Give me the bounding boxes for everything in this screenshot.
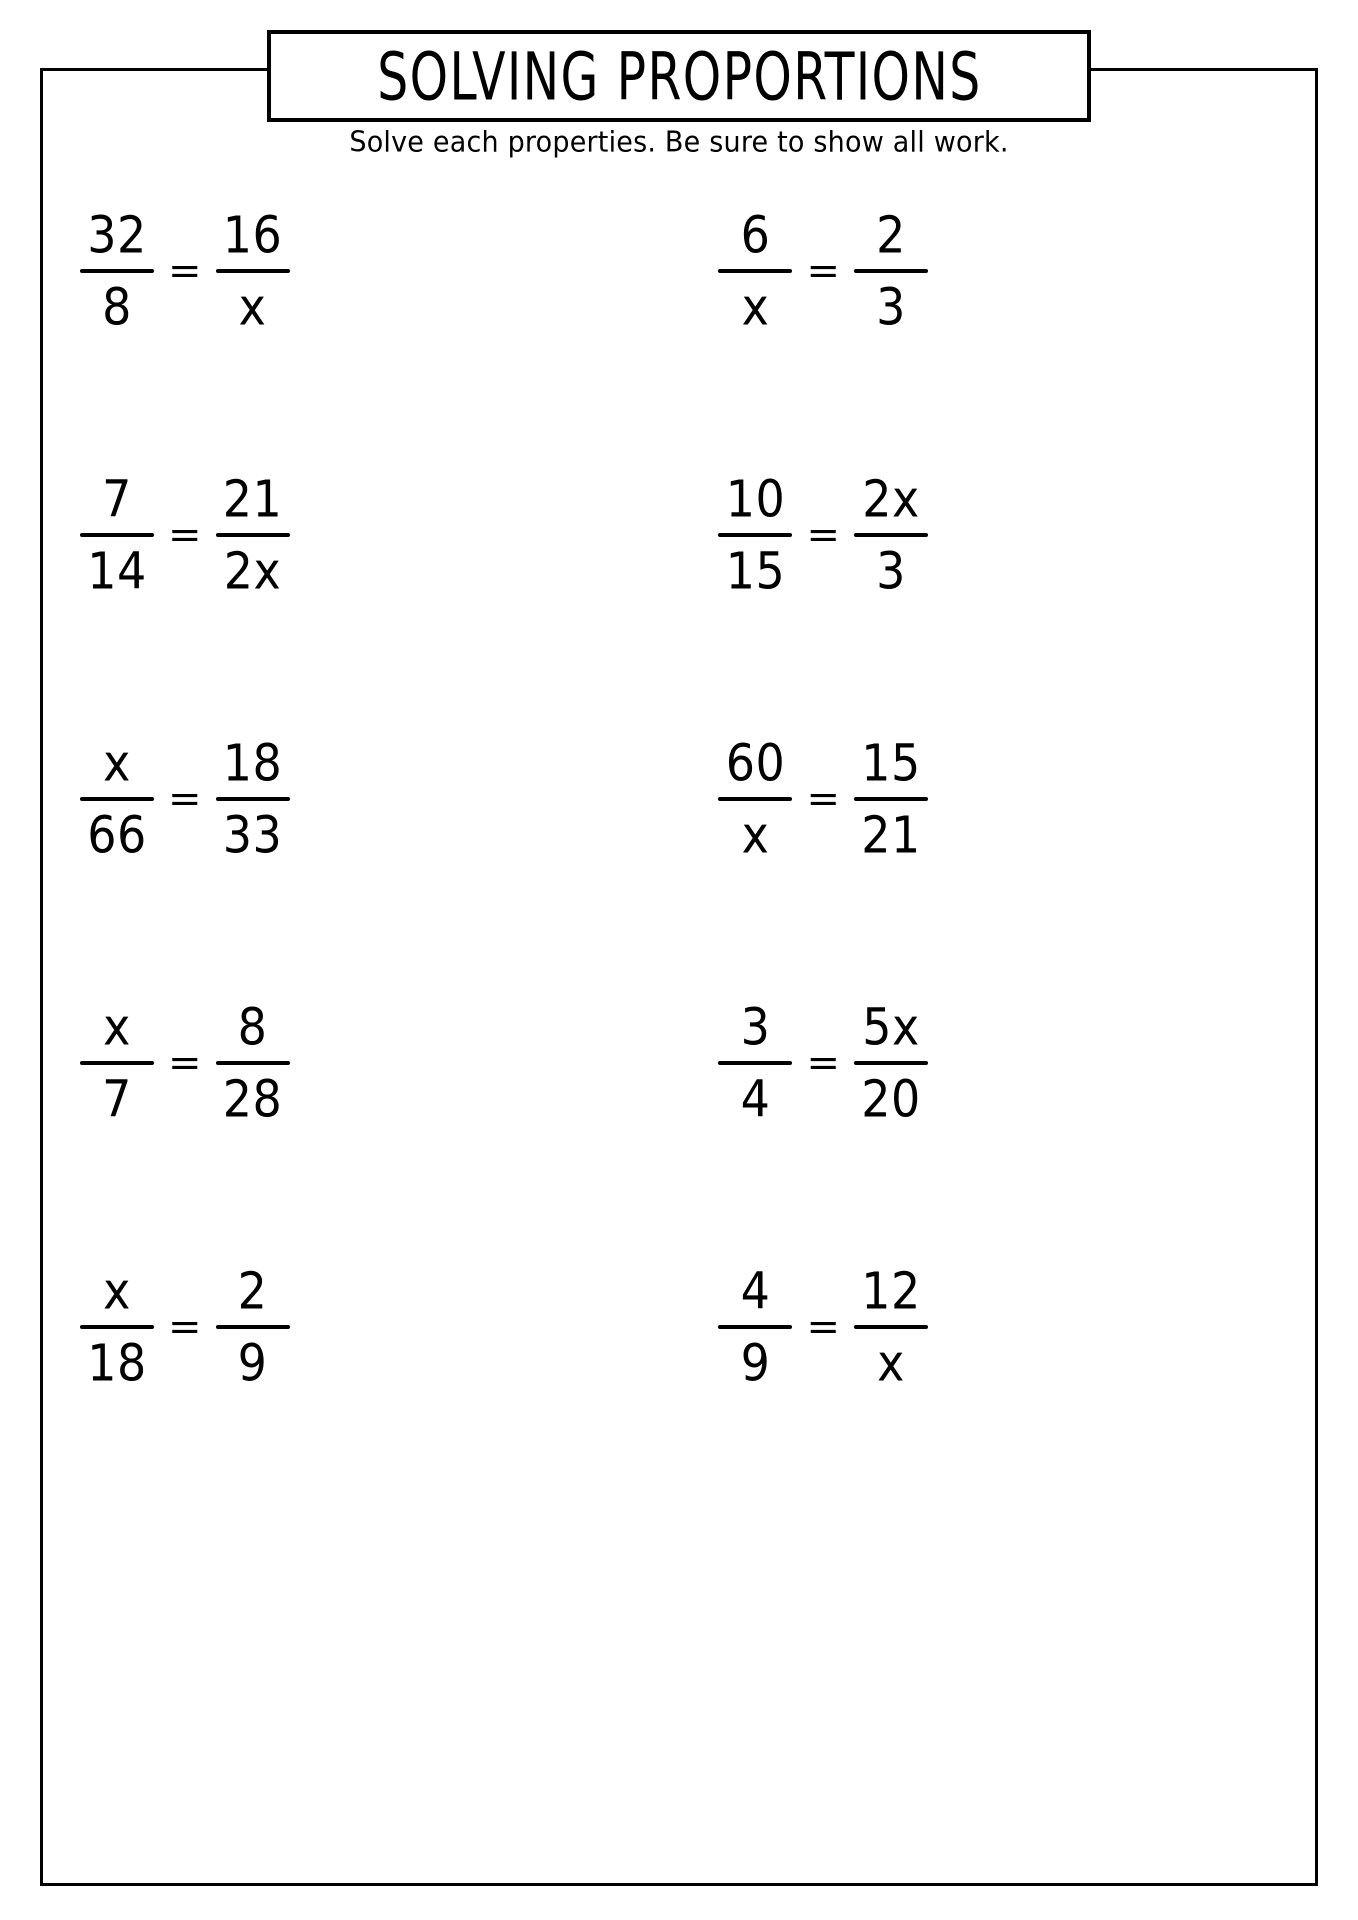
- denominator: x: [741, 805, 770, 865]
- equals-sign: =: [168, 777, 202, 821]
- proportion-equation: [718, 469, 928, 601]
- fraction-bar: [854, 533, 928, 537]
- fraction-left: [718, 1261, 792, 1393]
- denominator: 28: [222, 1069, 283, 1129]
- problem-grid: [40, 196, 1318, 1696]
- proportion-equation: [80, 205, 290, 337]
- problem-1: [80, 196, 580, 346]
- numerator: 10: [725, 469, 786, 529]
- numerator: 2: [876, 205, 906, 265]
- denominator: 20: [861, 1069, 921, 1129]
- problem-row: [40, 724, 1318, 988]
- numerator: 8: [237, 997, 268, 1057]
- fraction-bar: [216, 1061, 290, 1065]
- numerator: 6: [740, 205, 771, 265]
- problem-2: [600, 196, 1100, 346]
- fraction-left: [80, 1261, 154, 1393]
- fraction-bar: [80, 1061, 154, 1065]
- problem-row: [40, 196, 1318, 460]
- proportion-equation: [718, 997, 928, 1129]
- fraction-right: [854, 1261, 928, 1393]
- problem-10: [600, 1252, 1100, 1402]
- equals-sign: =: [168, 513, 202, 557]
- numerator: x: [103, 997, 131, 1057]
- denominator: 66: [87, 805, 147, 865]
- denominator: 3: [876, 277, 906, 337]
- denominator: 2x: [223, 541, 282, 601]
- fraction-left: [80, 205, 154, 337]
- fraction-bar: [216, 533, 290, 537]
- denominator: 3: [876, 541, 906, 601]
- numerator: 15: [861, 733, 921, 793]
- denominator: 33: [222, 805, 283, 865]
- fraction-right: [854, 469, 928, 601]
- numerator: 12: [861, 1261, 921, 1321]
- fraction-bar: [80, 533, 154, 537]
- numerator: 16: [222, 205, 283, 265]
- denominator: 7: [102, 1069, 132, 1129]
- numerator: 60: [725, 733, 786, 793]
- denominator: 9: [237, 1333, 268, 1393]
- equals-sign: =: [806, 777, 840, 821]
- problem-row: [40, 1252, 1318, 1516]
- equals-sign: =: [168, 1041, 202, 1085]
- problem-5: [80, 724, 580, 874]
- denominator: 21: [861, 805, 921, 865]
- fraction-bar: [718, 1061, 792, 1065]
- fraction-left: [80, 997, 154, 1129]
- problem-row: [40, 460, 1318, 724]
- proportion-equation: [80, 469, 290, 601]
- numerator: 2: [237, 1261, 268, 1321]
- problem-row: [40, 988, 1318, 1252]
- numerator: 4: [740, 1261, 771, 1321]
- denominator: x: [741, 277, 770, 337]
- problem-6: [600, 724, 1100, 874]
- numerator: 21: [222, 469, 283, 529]
- fraction-bar: [216, 269, 290, 273]
- fraction-bar: [216, 797, 290, 801]
- fraction-left: [80, 469, 154, 601]
- denominator: x: [877, 1333, 905, 1393]
- numerator: x: [103, 1261, 131, 1321]
- problem-8: [600, 988, 1100, 1138]
- proportion-equation: [718, 205, 928, 337]
- proportion-equation: [718, 1261, 928, 1393]
- denominator: 14: [87, 541, 147, 601]
- fraction-bar: [80, 797, 154, 801]
- fraction-left: [718, 733, 792, 865]
- fraction-right: [854, 205, 928, 337]
- problem-7: [80, 988, 580, 1138]
- title-band: [40, 30, 1318, 122]
- numerator: 18: [222, 733, 283, 793]
- equals-sign: =: [806, 249, 840, 293]
- denominator: x: [238, 277, 267, 337]
- denominator: 4: [740, 1069, 771, 1129]
- fraction-bar: [854, 1061, 928, 1065]
- denominator: 9: [740, 1333, 771, 1393]
- numerator: 7: [102, 469, 132, 529]
- fraction-right: [854, 997, 928, 1129]
- fraction-left: [718, 469, 792, 601]
- fraction-bar: [854, 797, 928, 801]
- fraction-bar: [718, 797, 792, 801]
- equals-sign: =: [806, 1305, 840, 1349]
- equals-sign: =: [168, 249, 202, 293]
- fraction-right: [216, 1261, 290, 1393]
- fraction-right: [216, 733, 290, 865]
- fraction-bar: [854, 269, 928, 273]
- equals-sign: =: [168, 1305, 202, 1349]
- problem-9: [80, 1252, 580, 1402]
- title-box: [267, 30, 1091, 122]
- denominator: 15: [725, 541, 786, 601]
- proportion-equation: [718, 733, 928, 865]
- fraction-bar: [854, 1325, 928, 1329]
- fraction-right: [854, 733, 928, 865]
- fraction-right: [216, 997, 290, 1129]
- proportion-equation: [80, 733, 290, 865]
- numerator: 32: [87, 205, 147, 265]
- problem-4: [600, 460, 1100, 610]
- fraction-left: [718, 205, 792, 337]
- page-title: SOLVING PROPORTIONS: [376, 37, 982, 115]
- fraction-left: [80, 733, 154, 865]
- fraction-right: [216, 205, 290, 337]
- numerator: 5x: [862, 997, 920, 1057]
- fraction-left: [718, 997, 792, 1129]
- instructions-text: Solve each properties. Be sure to show all work.: [349, 126, 1009, 159]
- problem-3: [80, 460, 580, 610]
- proportion-equation: [80, 997, 290, 1129]
- fraction-bar: [80, 1325, 154, 1329]
- numerator: x: [103, 733, 131, 793]
- numerator: 2x: [862, 469, 920, 529]
- equals-sign: =: [806, 1041, 840, 1085]
- fraction-bar: [718, 533, 792, 537]
- fraction-bar: [718, 269, 792, 273]
- fraction-right: [216, 469, 290, 601]
- denominator: 8: [102, 277, 132, 337]
- fraction-bar: [216, 1325, 290, 1329]
- equals-sign: =: [806, 513, 840, 557]
- numerator: 3: [740, 997, 771, 1057]
- denominator: 18: [87, 1333, 147, 1393]
- fraction-bar: [718, 1325, 792, 1329]
- fraction-bar: [80, 269, 154, 273]
- proportion-equation: [80, 1261, 290, 1393]
